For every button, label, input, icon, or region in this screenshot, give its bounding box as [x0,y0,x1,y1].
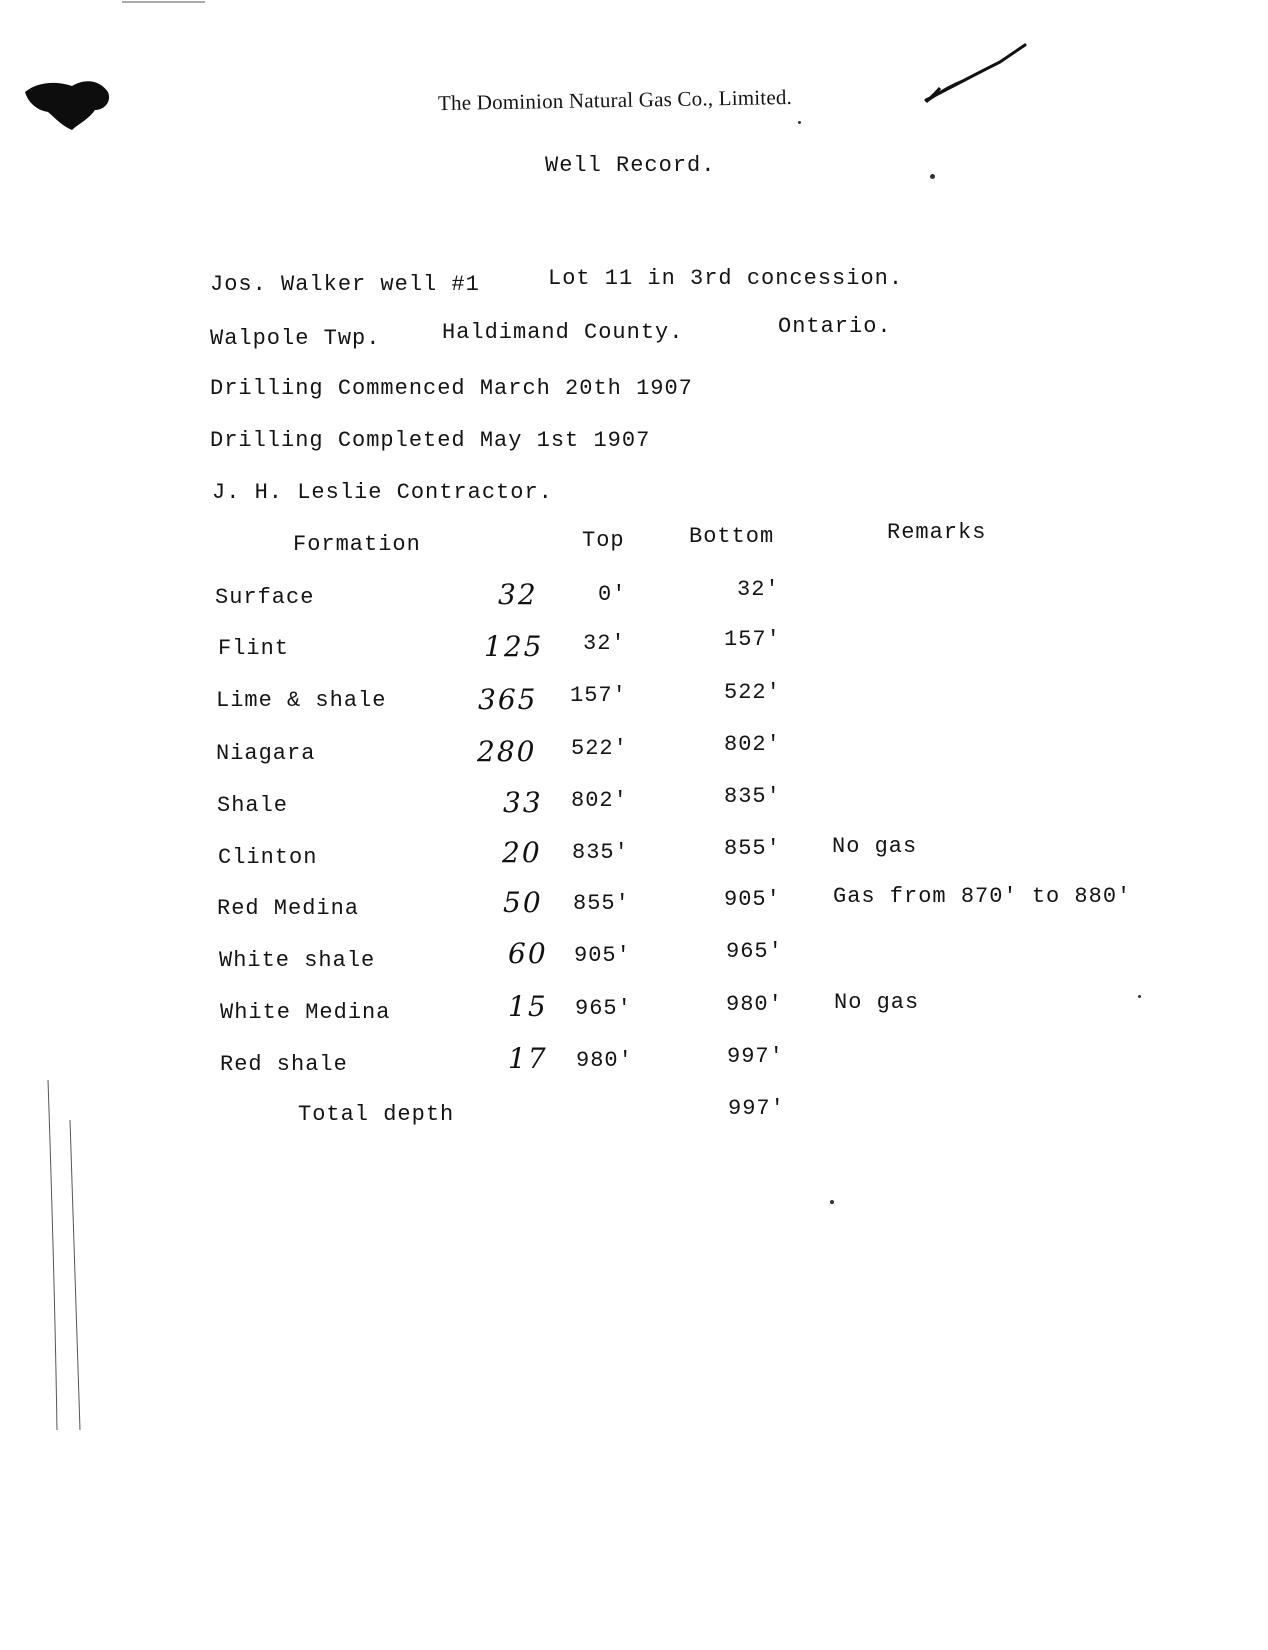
remarks-cell: Gas from 870' to 880' [833,884,1132,909]
top-cell: 157' [570,683,627,708]
ink-blot-icon [25,81,109,130]
ink-speck [798,121,801,124]
thickness-cell: 33 [503,786,543,819]
formation-cell: Lime & shale [216,688,387,713]
top-cell: 980' [576,1048,633,1073]
thickness-cell: 32 [498,578,538,611]
well-name: Jos. Walker well #1 [210,272,480,297]
remarks-cell: No gas [834,990,920,1015]
thickness-cell: 280 [477,735,537,768]
bottom-cell: 835' [724,784,781,809]
top-cell: 835' [572,840,629,865]
top-cell: 32' [583,631,626,656]
drilling-commenced: Drilling Commenced March 20th 1907 [210,376,693,401]
check-mark-icon [926,45,1025,102]
bottom-cell: 855' [724,836,781,861]
thickness-cell: 15 [508,990,548,1023]
formation-cell: Red shale [220,1052,348,1077]
formation-cell: Red Medina [217,896,360,921]
bottom-cell: 32' [737,577,780,602]
township: Walpole Twp. [210,326,381,351]
top-cell: 802' [571,788,628,813]
top-cell: 522' [571,736,628,761]
top-cell: 965' [575,996,632,1021]
binding-edge-marks [48,2,205,1430]
header-remarks: Remarks [887,520,987,545]
thickness-cell: 17 [508,1042,548,1075]
thickness-cell: 20 [502,836,542,869]
bottom-cell: 522' [724,680,781,705]
header-bottom: Bottom [689,524,775,549]
bottom-cell: 802' [724,732,781,757]
bottom-cell: 157' [724,627,781,652]
drilling-completed: Drilling Completed May 1st 1907 [210,428,651,453]
total-depth-label: Total depth [298,1102,455,1127]
province: Ontario. [778,314,892,339]
formation-cell: Clinton [218,845,318,870]
formation-cell: Flint [218,636,290,661]
company-name: The Dominion Natural Gas Co., Limited. [437,84,793,116]
contractor: J. H. Leslie Contractor. [212,480,553,505]
bottom-cell: 980' [726,992,783,1017]
thickness-cell: 365 [478,683,538,716]
bottom-cell: 997' [727,1044,784,1069]
thickness-cell: 125 [484,630,544,663]
bottom-cell: 905' [724,887,781,912]
header-top: Top [582,528,625,553]
formation-cell: Niagara [216,741,316,766]
page-title: Well Record. [545,153,716,178]
top-cell: 905' [574,943,631,968]
formation-cell: White shale [219,948,376,973]
top-cell: 855' [573,891,630,916]
county: Haldimand County. [442,320,684,345]
thickness-cell: 60 [508,937,548,970]
header-formation: Formation [293,532,421,557]
top-cell: 0' [598,582,627,607]
thickness-cell: 50 [503,886,543,919]
ink-speck [1138,995,1141,998]
formation-cell: Surface [215,585,315,610]
bottom-cell: 965' [726,939,783,964]
ink-speck [930,174,935,179]
formation-cell: White Medina [220,1000,391,1025]
ink-speck [830,1200,834,1204]
remarks-cell: No gas [832,834,918,859]
total-depth-value: 997' [728,1096,785,1121]
lot-concession: Lot 11 in 3rd concession. [548,266,904,291]
formation-cell: Shale [217,793,289,818]
